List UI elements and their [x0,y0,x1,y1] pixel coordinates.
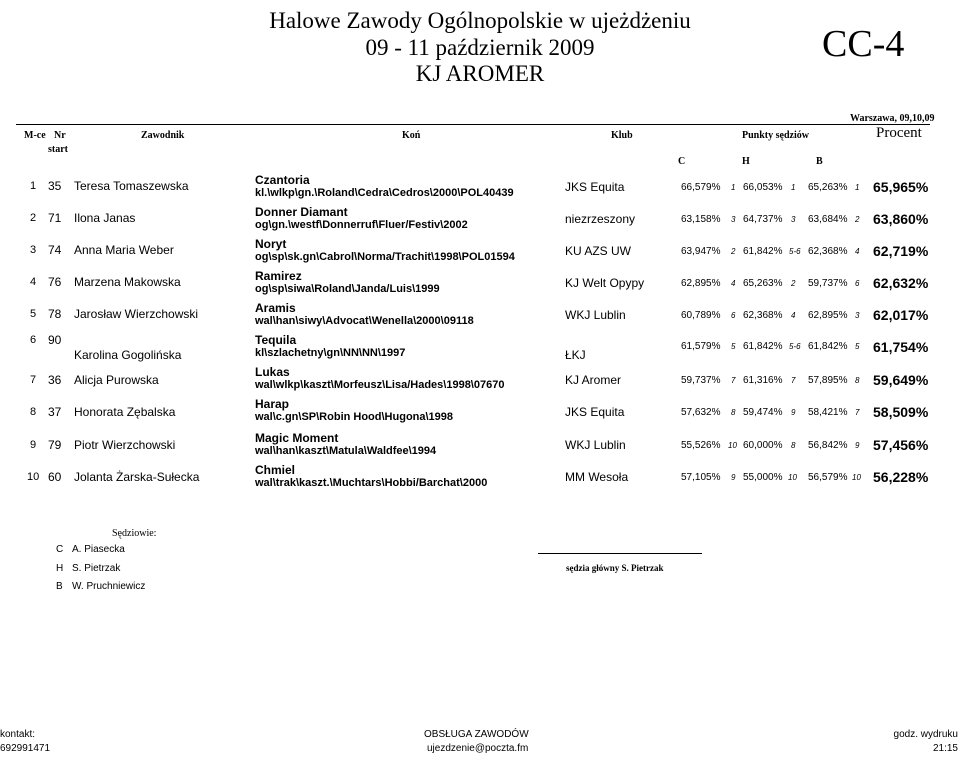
contact-phone: 692991471 [0,743,51,754]
rank-b: 1 [855,183,860,192]
rider-name: Jarosław Wierzchowski [74,307,199,321]
col-judges: Punkty sędziów [742,130,809,141]
club: WKJ Lublin [565,308,626,322]
rank-h: 2 [791,279,796,288]
judge-position: H [56,563,64,574]
total-percent: 62,719% [873,243,929,259]
horse-name: Noryt [255,237,287,251]
rank-c: 9 [731,473,736,482]
horse-name: Ramirez [255,269,302,283]
rider-name: Marzena Makowska [74,275,181,289]
total-percent: 61,754% [873,339,929,355]
table-row [0,362,960,394]
judge-name: A. Piasecka [72,544,125,555]
rank-c: 8 [731,408,736,417]
competition-dates: 09 - 11 październik 2009 [365,35,595,60]
rank-c: 10 [728,441,737,450]
score-h: 66,053% [743,182,783,193]
place: 10 [27,471,40,483]
score-c: 55,526% [681,440,721,451]
start-nr: 60 [48,470,62,484]
club: MM Wesoła [565,470,629,484]
start-nr: 35 [48,179,62,193]
score-c: 62,895% [681,278,721,289]
horse-name: Aramis [255,301,296,315]
total-percent: 62,017% [873,307,929,323]
table-row [0,170,960,202]
office-email: ujezdzenie@poczta.fm [427,743,529,754]
rider-name: Honorata Zębalska [74,405,176,419]
class-code: CC-4 [822,23,905,65]
table-row [0,330,960,362]
horse-info: wal\han\kaszt\Matula\Waldfee\1994 [255,445,437,457]
score-c: 63,947% [681,246,721,257]
score-c: 61,579% [681,341,721,352]
score-b: 58,421% [808,407,848,418]
score-c: 59,737% [681,375,721,386]
place: 8 [30,406,37,418]
horse-info: wal\wlkp\kaszt\Morfeusz\Lisa/Hades\1998\07670 [255,379,505,391]
chief-judge-label: sędzia główny S. Pietrzak [566,563,664,573]
place: 3 [30,244,37,256]
rank-h: 4 [791,311,796,320]
score-b: 63,684% [808,214,848,225]
start-nr: 90 [48,333,62,347]
place: 4 [30,276,37,288]
horse-info: wal\trak\kaszt.\Muchtars\Hobbi/Barchat\2000 [255,477,488,489]
place: 9 [30,439,37,451]
col-rider: Zawodnik [141,130,185,141]
horse-info: wal\c.gn\SP\Robin Hood\Hugona\1998 [255,411,454,423]
col-place: M-ce [24,130,46,141]
rank-c: 5 [731,342,736,351]
col-judge-c: C [678,156,686,167]
place: 1 [30,180,37,192]
total-percent: 56,228% [873,469,929,485]
horse-info: wal\han\siwy\Advocat\Wenella\2000\09118 [255,315,474,327]
place: 6 [30,334,37,346]
club: ŁKJ [565,348,586,362]
rank-c: 4 [731,279,736,288]
score-h: 65,263% [743,278,783,289]
score-b: 61,842% [808,341,848,352]
horse-name: Magic Moment [255,431,339,445]
club: WKJ Lublin [565,438,626,452]
rank-h: 3 [791,215,796,224]
rank-b: 6 [855,279,860,288]
rank-h: 8 [791,441,796,450]
start-nr: 79 [48,438,62,452]
score-b: 59,737% [808,278,848,289]
judge-name: W. Pruchniewicz [72,581,146,592]
horse-info: og\sp\siwa\Roland\Janda/Luis\1999 [255,283,440,295]
score-h: 62,368% [743,310,783,321]
rank-c: 3 [731,215,736,224]
rank-h: 5-6 [789,342,801,351]
score-h: 55,000% [743,472,783,483]
rider-name: Piotr Wierzchowski [74,438,176,452]
club: niezrzeszony [565,212,636,226]
header-divider [16,124,930,125]
total-percent: 59,649% [873,372,929,388]
score-h: 59,474% [743,407,783,418]
score-b: 57,895% [808,375,848,386]
table-row [0,202,960,234]
rank-c: 1 [731,183,736,192]
col-club: Klub [611,130,633,141]
score-c: 63,158% [681,214,721,225]
club: KU AZS UW [565,244,632,258]
rank-b: 2 [855,215,860,224]
print-time-label: godz. wydruku [893,729,958,740]
competition-title: Halowe Zawody Ogólnopolskie w ujeżdżeniu [269,8,691,33]
horse-name: Tequila [255,333,297,347]
place: 2 [30,212,37,224]
rank-b: 8 [855,376,860,385]
col-horse: Koń [402,130,421,141]
start-nr: 36 [48,373,62,387]
col-judge-h: H [742,156,750,167]
start-nr: 76 [48,275,62,289]
contact-label: kontakt: [0,729,36,740]
horse-name: Harap [255,397,290,411]
rank-b: 10 [852,473,861,482]
rank-h: 7 [791,376,796,385]
rank-b: 4 [855,247,860,256]
rank-c: 6 [731,311,736,320]
total-percent: 63,860% [873,211,929,227]
score-c: 66,579% [681,182,721,193]
total-percent: 62,632% [873,275,929,291]
score-h: 64,737% [743,214,783,225]
rank-h: 5-6 [789,247,801,256]
horse-info: kl.\wlkp\gn.\Roland\Cedra\Cedros\2000\POL40439 [255,187,514,199]
judge-position: C [56,544,64,555]
total-percent: 58,509% [873,404,929,420]
rank-h: 1 [791,183,796,192]
start-nr: 78 [48,307,62,321]
rank-b: 7 [855,408,860,417]
table-row [0,234,960,266]
col-nr: Nr [54,130,66,141]
horse-name: Lukas [255,365,290,379]
rider-name: Jolanta Żarska-Sułecka [74,470,200,484]
start-nr: 37 [48,405,62,419]
rank-b: 3 [855,311,860,320]
score-b: 62,895% [808,310,848,321]
table-row [0,460,960,492]
score-c: 60,789% [681,310,721,321]
score-b: 56,842% [808,440,848,451]
horse-info: og\sp\sk.gn\Cabrol\Norma/Trachit\1998\POL01594 [255,251,515,263]
score-h: 60,000% [743,440,783,451]
horse-info: kl\szlachetny\gn\NN\NN\1997 [255,347,406,359]
start-nr: 71 [48,211,62,225]
rank-h: 9 [791,408,796,417]
club: JKS Equita [565,405,625,419]
horse-name: Czantoria [255,173,310,187]
score-b: 65,263% [808,182,848,193]
rider-name: Alicja Purowska [74,373,159,387]
table-row [0,428,960,460]
total-percent: 57,456% [873,437,929,453]
table-row [0,394,960,426]
place: 7 [30,374,37,386]
score-h: 61,842% [743,341,783,352]
club: JKS Equita [565,180,625,194]
rank-h: 10 [788,473,797,482]
horse-name: Chmiel [255,463,296,477]
print-time: 21:15 [932,743,958,754]
rank-c: 2 [731,247,736,256]
horse-name: Donner Diamant [255,205,348,219]
score-h: 61,842% [743,246,783,257]
rank-b: 5 [855,342,860,351]
total-percent: 65,965% [873,179,929,195]
place: 5 [30,308,37,320]
judge-name: S. Pietrzak [72,563,121,574]
score-c: 57,105% [681,472,721,483]
rider-name: Anna Maria Weber [74,243,174,257]
col-percent: Procent [876,125,922,141]
score-c: 57,632% [681,407,721,418]
judges-title: Sędziowie: [112,528,157,539]
judge-position: B [56,581,63,592]
chief-judge-signature-line [538,553,702,554]
club: KJ Welt Opypy [565,276,645,290]
place-date: Warszawa, 09,10,09 [850,113,935,124]
club: KJ Aromer [565,373,622,387]
col-start: start [48,144,68,155]
col-judge-b: B [816,156,823,167]
score-h: 61,316% [743,375,783,386]
competition-venue: KJ AROMER [415,61,545,86]
rider-name: Teresa Tomaszewska [74,179,189,193]
rider-name: Ilona Janas [74,211,136,225]
office-label: OBSŁUGA ZAWODÓW [424,729,529,740]
horse-info: og\gn.\westf\Donnerruf\Fluer/Festiv\2002 [255,219,468,231]
table-row [0,266,960,298]
rider-name: Karolina Gogolińska [74,348,182,362]
rank-c: 7 [731,376,736,385]
start-nr: 74 [48,243,62,257]
score-b: 62,368% [808,246,848,257]
rank-b: 9 [855,441,860,450]
table-row [0,298,960,330]
score-b: 56,579% [808,472,848,483]
